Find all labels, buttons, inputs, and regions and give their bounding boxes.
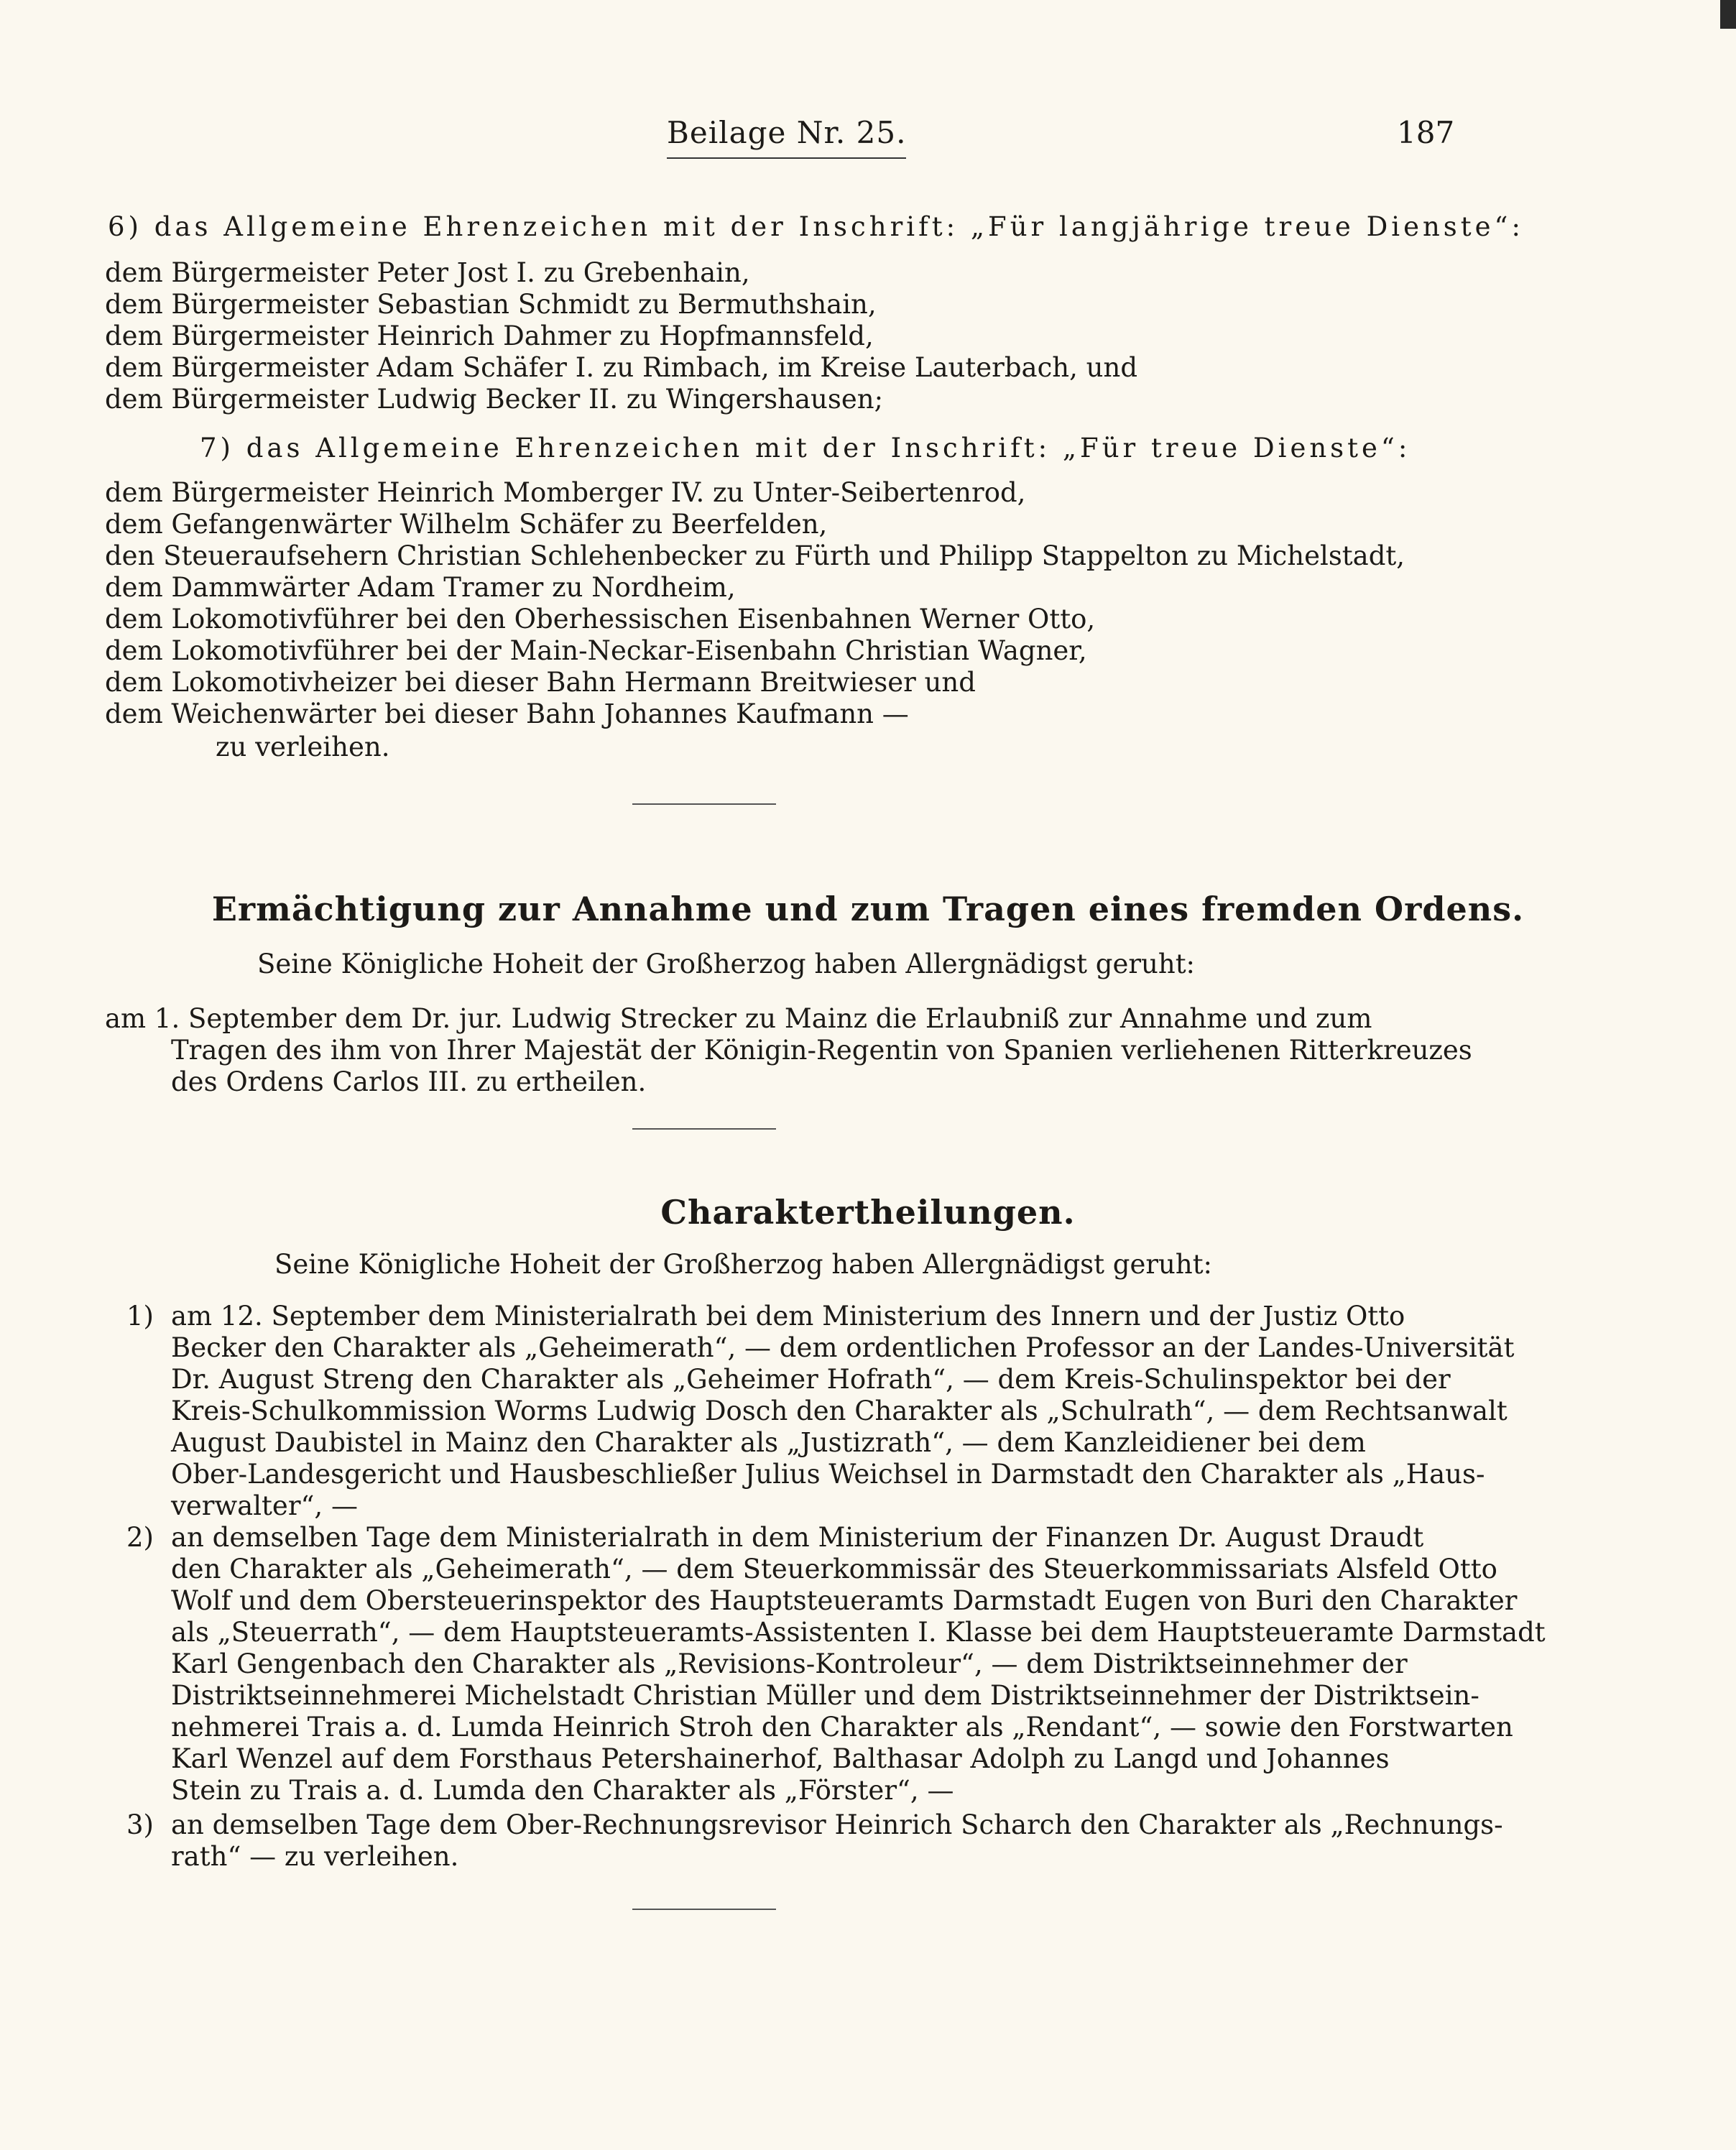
item7-line: den Steueraufsehern Christian Schlehenbecker zu Fürth und Philipp Stappelton zu Michelstadt, xyxy=(105,540,1405,571)
section-divider xyxy=(632,803,776,805)
item7-line: dem Lokomotivheizer bei dieser Bahn Hermann Breitwieser und xyxy=(105,667,976,698)
item1-line: verwalter“, — xyxy=(171,1490,358,1521)
item2-line: Karl Wenzel auf dem Forsthaus Petershainerhof, Balthasar Adolph zu Langd und Johannes xyxy=(171,1743,1390,1774)
item2-line: nehmerei Trais a. d. Lumda Heinrich Stroh den Charakter als „Rendant“, — sowie den Forstwarten xyxy=(171,1712,1513,1743)
item2-line: Stein zu Trais a. d. Lumda den Charakter als „Förster“, — xyxy=(171,1775,954,1806)
item7-line: dem Weichenwärter bei dieser Bahn Johannes Kaufmann — xyxy=(105,698,909,729)
section3-heading: Charaktertheilungen. xyxy=(660,1193,1076,1232)
item6-line: dem Bürgermeister Adam Schäfer I. zu Rimbach, im Kreise Lauterbach, und xyxy=(105,352,1138,383)
item7-line: dem Lokomotivführer bei der Main-Neckar-Eisenbahn Christian Wagner, xyxy=(105,635,1087,666)
section2-line: Tragen des ihm von Ihrer Majestät der Königin-Regentin von Spanien verliehenen Ritterkreuzes xyxy=(171,1035,1472,1066)
item-number: 1) xyxy=(126,1301,154,1332)
section-divider xyxy=(632,1128,776,1130)
item3-line: an demselben Tage dem Ober-Rechnungsrevisor Heinrich Scharch den Charakter als „Rechnungs- xyxy=(171,1809,1503,1840)
item6-line: dem Bürgermeister Ludwig Becker II. zu Wingershausen; xyxy=(105,384,884,415)
section2-heading: Ermächtigung zur Annahme und zum Tragen eines fremden Ordens. xyxy=(211,890,1525,928)
page-header xyxy=(0,115,1736,165)
section3-intro: Seine Königliche Hoheit der Großherzog haben Allergnädigst geruht: xyxy=(274,1249,1213,1280)
item7-line: dem Gefangenwärter Wilhelm Schäfer zu Beerfelden, xyxy=(105,509,828,540)
item1-line: Dr. August Streng den Charakter als „Geheimer Hofrath“, — dem Kreis-Schulinspektor bei der xyxy=(171,1364,1451,1395)
item7-intro: 7) das Allgemeine Ehrenzeichen mit der Inschrift: „Für treue Dienste“: xyxy=(200,433,1411,463)
section2-line: am 1. September dem Dr. jur. Ludwig Strecker zu Mainz die Erlaubniß zur Annahme und zum xyxy=(105,1003,1372,1034)
header-title: Beilage Nr. 25. xyxy=(667,115,906,159)
item6-line: dem Bürgermeister Heinrich Dahmer zu Hopfmannsfeld, xyxy=(105,320,874,351)
item-number: 2) xyxy=(126,1522,154,1553)
section2-intro: Seine Königliche Hoheit der Großherzog haben Allergnädigst geruht: xyxy=(257,949,1196,979)
item7-line: dem Lokomotivführer bei den Oberhessischen Eisenbahnen Werner Otto, xyxy=(105,604,1096,635)
item1-line: am 12. September dem Ministerialrath bei dem Ministerium des Innern und der Justiz Otto xyxy=(171,1301,1405,1332)
item2-line: Karl Gengenbach den Charakter als „Revisions-Kontroleur“, — dem Distriktseinnehmer der xyxy=(171,1648,1408,1679)
item2-line: den Charakter als „Geheimerath“, — dem Steuerkommissär des Steuerkommissariats Alsfeld Otto xyxy=(171,1554,1497,1584)
item2-line: Distriktseinnehmerei Michelstadt Christian Müller und dem Distriktseinnehmer der Distriktsein- xyxy=(171,1680,1479,1711)
item7-closing: zu verleihen. xyxy=(216,732,390,762)
item1-line: Becker den Charakter als „Geheimerath“, — dem ordentlichen Professor an der Landes-Universität xyxy=(171,1332,1515,1363)
page-edge-mark xyxy=(1720,0,1736,29)
item1-line: Kreis-Schulkommission Worms Ludwig Dosch den Charakter als „Schulrath“, — dem Rechtsanwalt xyxy=(171,1395,1508,1426)
item7-line: dem Dammwärter Adam Tramer zu Nordheim, xyxy=(105,572,736,603)
section2-line: des Ordens Carlos III. zu ertheilen. xyxy=(171,1066,647,1097)
item6-line: dem Bürgermeister Peter Jost I. zu Grebenhain, xyxy=(105,257,750,288)
item1-line: August Daubistel in Mainz den Charakter als „Justizrath“, — dem Kanzleidiener bei dem xyxy=(171,1427,1366,1458)
item6-line: dem Bürgermeister Sebastian Schmidt zu Bermuthshain, xyxy=(105,289,877,320)
item-number: 3) xyxy=(126,1809,154,1840)
item2-line: Wolf und dem Obersteuerinspektor des Hauptsteueramts Darmstadt Eugen von Buri den Charakter xyxy=(171,1585,1518,1616)
item2-line: als „Steuerrath“, — dem Hauptsteueramts-Assistenten I. Klasse bei dem Hauptsteueramte Darmstadt xyxy=(171,1617,1546,1648)
item1-line: Ober-Landesgericht und Hausbeschließer Julius Weichsel in Darmstadt den Charakter als „Haus- xyxy=(171,1459,1485,1490)
section-divider xyxy=(632,1909,776,1910)
item6-intro: 6) das Allgemeine Ehrenzeichen mit der Inschrift: „Für langjährige treue Dienste“: xyxy=(108,211,1524,242)
item7-line: dem Bürgermeister Heinrich Momberger IV. zu Unter-Seibertenrod, xyxy=(105,477,1026,508)
item3-line: rath“ — zu verleihen. xyxy=(171,1841,459,1872)
item2-line: an demselben Tage dem Ministerialrath in dem Ministerium der Finanzen Dr. August Draudt xyxy=(171,1522,1424,1553)
page-number: 187 xyxy=(1397,115,1455,150)
